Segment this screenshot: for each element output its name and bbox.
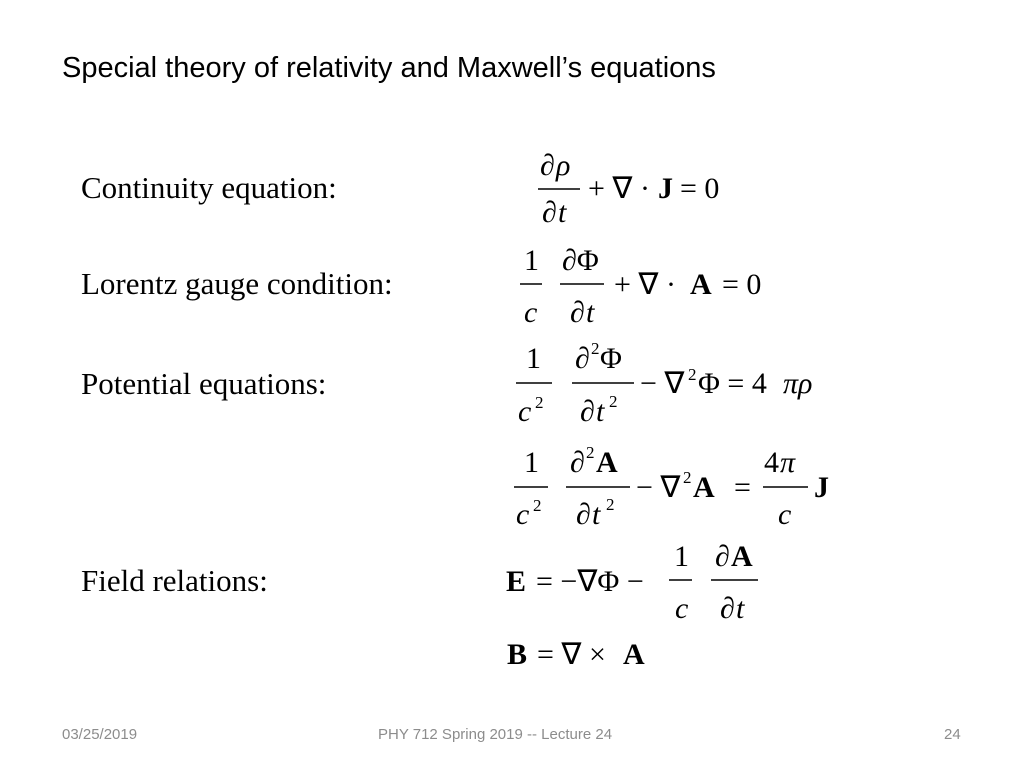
svg-text:∂Φ: ∂Φ bbox=[562, 244, 599, 277]
svg-text:∂: ∂ bbox=[542, 196, 557, 229]
svg-text:c: c bbox=[518, 395, 532, 428]
svg-text:c: c bbox=[516, 498, 530, 531]
svg-text:2: 2 bbox=[591, 339, 600, 358]
svg-text:A: A bbox=[690, 268, 712, 301]
svg-text:∂: ∂ bbox=[576, 498, 591, 531]
equation-potential-scalar bbox=[516, 339, 812, 428]
svg-text:2: 2 bbox=[586, 443, 595, 462]
svg-text:2: 2 bbox=[606, 495, 615, 514]
svg-text:t: t bbox=[736, 592, 745, 625]
equation-lorentz-gauge bbox=[520, 244, 761, 329]
equation-field-B bbox=[507, 638, 645, 671]
svg-text:= 0: = 0 bbox=[680, 172, 720, 205]
svg-text:t: t bbox=[592, 498, 601, 531]
svg-text:J: J bbox=[658, 172, 673, 205]
svg-text:1: 1 bbox=[524, 244, 539, 277]
svg-text:t: t bbox=[596, 395, 605, 428]
footer-course: PHY 712 Spring 2019 -- Lecture 24 bbox=[378, 726, 613, 743]
svg-text:πρ: πρ bbox=[783, 367, 813, 400]
svg-text:2: 2 bbox=[683, 468, 692, 487]
svg-text:c: c bbox=[524, 296, 538, 329]
svg-text:∂: ∂ bbox=[570, 446, 585, 479]
label-continuity-equation: Continuity equation: bbox=[81, 170, 337, 205]
svg-text:c: c bbox=[675, 592, 689, 625]
svg-text:1: 1 bbox=[524, 446, 539, 479]
svg-text:∂: ∂ bbox=[570, 296, 585, 329]
svg-text:∂: ∂ bbox=[720, 592, 735, 625]
svg-text:4: 4 bbox=[764, 446, 779, 479]
svg-text:+ ∇ ·: + ∇ · bbox=[614, 268, 676, 301]
svg-text:J: J bbox=[814, 471, 829, 504]
svg-text:∂: ∂ bbox=[715, 540, 730, 573]
svg-text:π: π bbox=[780, 446, 796, 479]
equation-field-E bbox=[506, 540, 758, 625]
svg-text:t: t bbox=[586, 296, 595, 329]
svg-text:= 0: = 0 bbox=[722, 268, 762, 301]
svg-text:− ∇: − ∇ bbox=[636, 471, 681, 504]
svg-text:∂: ∂ bbox=[575, 342, 590, 375]
svg-text:ρ: ρ bbox=[556, 149, 571, 182]
svg-text:A: A bbox=[693, 471, 715, 504]
slide-title: Special theory of relativity and Maxwell’s equations bbox=[62, 52, 716, 84]
svg-text:2: 2 bbox=[535, 393, 544, 412]
svg-text:A: A bbox=[623, 638, 645, 671]
svg-text:t: t bbox=[558, 196, 567, 229]
svg-text:1: 1 bbox=[674, 540, 689, 573]
svg-text:2: 2 bbox=[688, 365, 697, 384]
svg-text:= ∇ ×: = ∇ × bbox=[537, 638, 606, 671]
svg-text:A: A bbox=[596, 446, 618, 479]
svg-text:Φ: Φ bbox=[600, 342, 622, 375]
svg-text:1: 1 bbox=[526, 342, 541, 375]
equation-potential-vector bbox=[514, 443, 829, 531]
svg-text:c: c bbox=[778, 498, 792, 531]
svg-text:2: 2 bbox=[609, 392, 618, 411]
svg-text:Φ = 4: Φ = 4 bbox=[698, 367, 767, 400]
svg-text:∂: ∂ bbox=[580, 395, 595, 428]
svg-text:A: A bbox=[731, 540, 753, 573]
svg-text:∂: ∂ bbox=[540, 149, 555, 182]
footer-page-number: 24 bbox=[944, 726, 961, 743]
label-field-relations: Field relations: bbox=[81, 563, 268, 598]
footer-date: 03/25/2019 bbox=[62, 726, 138, 743]
svg-text:= −∇Φ −: = −∇Φ − bbox=[536, 565, 644, 598]
equation-continuity bbox=[538, 149, 719, 229]
svg-text:B: B bbox=[507, 638, 528, 671]
svg-text:E: E bbox=[506, 565, 527, 598]
svg-text:2: 2 bbox=[533, 496, 542, 515]
label-potential-equations: Potential equations: bbox=[81, 366, 327, 401]
label-lorentz-gauge-condition: Lorentz gauge condition: bbox=[81, 266, 393, 301]
svg-text:− ∇: − ∇ bbox=[640, 367, 685, 400]
svg-text:+ ∇ ·: + ∇ · bbox=[588, 172, 650, 205]
svg-text:=: = bbox=[734, 471, 751, 504]
